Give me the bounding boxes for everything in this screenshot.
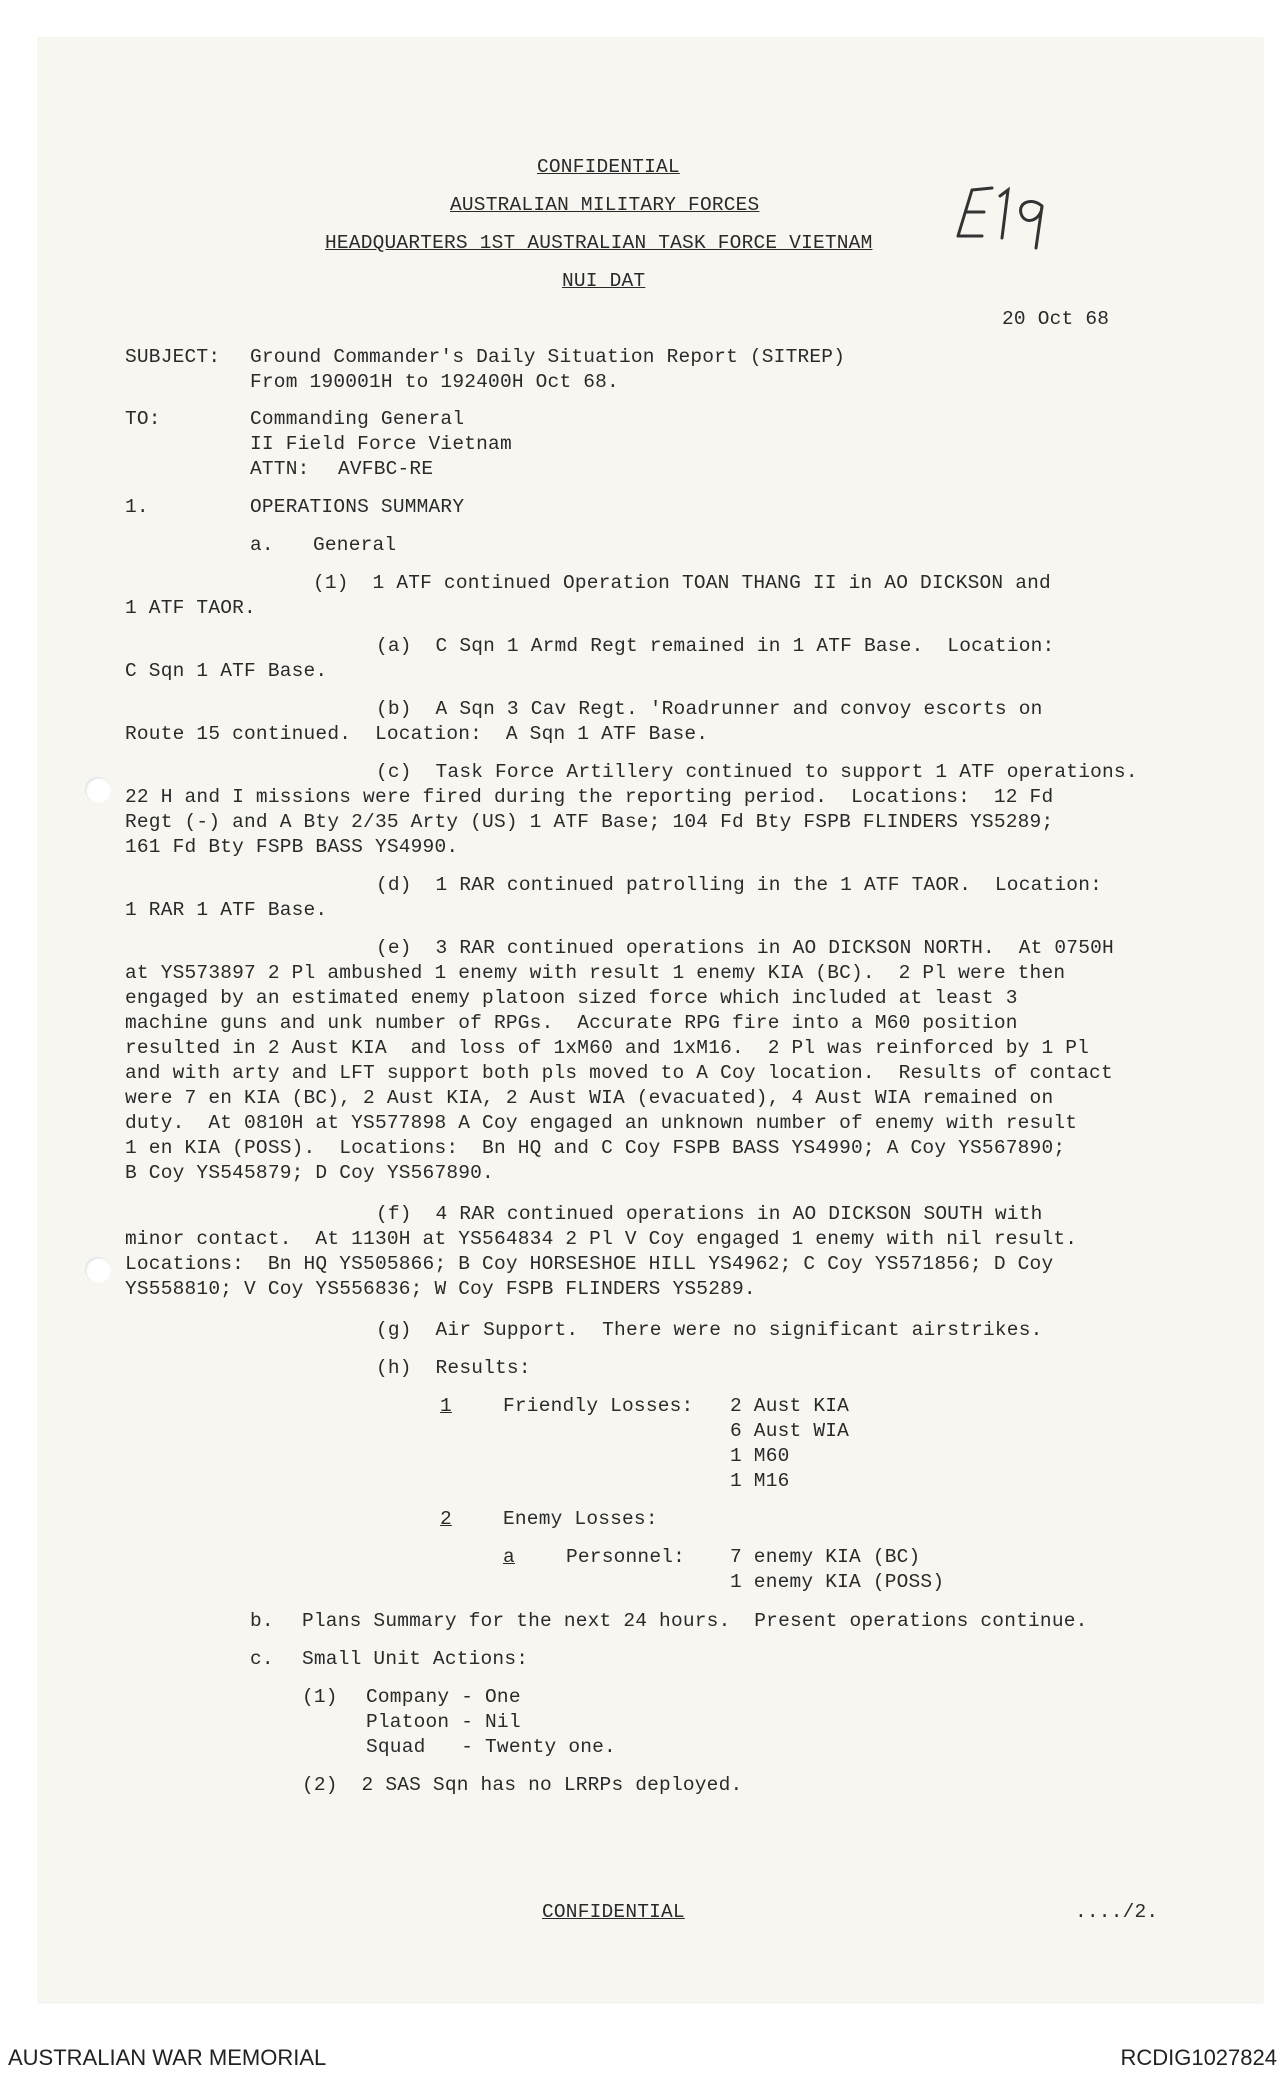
para-b-line: Route 15 continued. Location: A Sqn 1 ATF Base. (125, 723, 709, 745)
punch-hole (85, 777, 111, 803)
para-e-line: were 7 en KIA (BC), 2 Aust KIA, 2 Aust WIA (evacuated), 4 Aust WIA remained on (125, 1087, 1054, 1109)
subsection-b-number: b. (250, 1610, 274, 1632)
personnel-label: Personnel: (566, 1546, 686, 1568)
small-unit-actions-title: Small Unit Actions: (302, 1648, 529, 1670)
friendly-losses-label: Friendly Losses: (503, 1395, 694, 1417)
para-b-line: (b) A Sqn 3 Cav Regt. 'Roadrunner and convoy escorts on (376, 698, 1043, 720)
attn-label: ATTN: (250, 458, 310, 480)
para-e-line: machine guns and unk number of RPGs. Accurate RPG fire into a M60 position (125, 1012, 1018, 1034)
c2-line: (2) 2 SAS Sqn has no LRRPs deployed. (302, 1774, 743, 1796)
para-c-line: 22 H and I missions were fired during the reporting period. Locations: 12 Fd (125, 786, 1054, 808)
para-f-line: Locations: Bn HQ YS505866; B Coy HORSESHOE HILL YS4962; C Coy YS571856; D Coy (125, 1253, 1054, 1275)
c1-line: Platoon - Nil (366, 1711, 521, 1733)
to-line1: Commanding General (250, 408, 465, 430)
friendly-loss-item: 1 M60 (730, 1445, 790, 1467)
para-d-line: 1 RAR 1 ATF Base. (125, 899, 328, 921)
para-1-line: 1 ATF TAOR. (125, 597, 256, 619)
hq-title: HEADQUARTERS 1ST AUSTRALIAN TASK FORCE VIETNAM (325, 232, 873, 254)
plans-summary: Plans Summary for the next 24 hours. Present operations continue. (302, 1610, 1088, 1632)
continuation-marker: ..../2. (1075, 1901, 1159, 1923)
para-d-line: (d) 1 RAR continued patrolling in the 1 ATF TAOR. Location: (376, 874, 1103, 896)
results-1-number: 1 (440, 1395, 452, 1417)
para-h: (h) Results: (376, 1357, 531, 1379)
handwritten-reference (950, 178, 1070, 253)
friendly-loss-item: 6 Aust WIA (730, 1420, 850, 1442)
para-e-line: (e) 3 RAR continued operations in AO DICKSON NORTH. At 0750H (376, 937, 1114, 959)
subject-line1: Ground Commander's Daily Situation Report (SITREP) (250, 346, 846, 368)
subsection-c-number: c. (250, 1648, 274, 1670)
para-e-line: and with arty and LFT support both pls moved to A Coy location. Results of contact (125, 1062, 1113, 1084)
para-f-line: YS558810; V Coy YS556836; W Coy FSPB FLINDERS YS5289. (125, 1278, 756, 1300)
para-c-line: 161 Fd Bty FSPB BASS YS4990. (125, 836, 459, 858)
archive-name: AUSTRALIAN WAR MEMORIAL (8, 2045, 327, 2070)
para-1-line: (1) 1 ATF continued Operation TOAN THANG II in AO DICKSON and (313, 572, 1051, 594)
results-2a-number: a (503, 1546, 515, 1568)
enemy-loss-item: 1 enemy KIA (POSS) (730, 1571, 945, 1593)
section-title: OPERATIONS SUMMARY (250, 496, 465, 518)
friendly-loss-item: 2 Aust KIA (730, 1395, 850, 1417)
location-title: NUI DAT (562, 270, 646, 292)
para-g: (g) Air Support. There were no significant airstrikes. (376, 1319, 1043, 1341)
para-e-line: at YS573897 2 Pl ambushed 1 enemy with result 1 enemy KIA (BC). 2 Pl were then (125, 962, 1066, 984)
section-number: 1. (125, 496, 149, 518)
attn-value: AVFBC-RE (338, 458, 434, 480)
c1-line: Company - One (366, 1686, 521, 1708)
results-2-number: 2 (440, 1508, 452, 1530)
para-e-line: engaged by an estimated enemy platoon sized force which included at least 3 (125, 987, 1018, 1009)
para-c-line: Regt (-) and A Bty 2/35 Arty (US) 1 ATF Base; 104 Fd Bty FSPB FLINDERS YS5289; (125, 811, 1054, 833)
report-date: 20 Oct 68 (1002, 308, 1110, 330)
subsection-a-title: General (313, 534, 397, 556)
to-label: TO: (125, 408, 161, 430)
subject-line2: From 190001H to 192400H Oct 68. (250, 371, 619, 393)
subsection-a-number: a. (250, 534, 274, 556)
para-c-line: (c) Task Force Artillery continued to support 1 ATF operations. (376, 761, 1138, 783)
friendly-loss-item: 1 M16 (730, 1470, 790, 1492)
para-e-line: B Coy YS545879; D Coy YS567890. (125, 1162, 494, 1184)
punch-hole (85, 1257, 111, 1283)
classification-top: CONFIDENTIAL (537, 156, 680, 178)
enemy-loss-item: 7 enemy KIA (BC) (730, 1546, 921, 1568)
classification-bottom: CONFIDENTIAL (542, 1901, 685, 1923)
para-a-line: C Sqn 1 ATF Base. (125, 660, 328, 682)
para-f-line: (f) 4 RAR continued operations in AO DICKSON SOUTH with (376, 1203, 1043, 1225)
para-a-line: (a) C Sqn 1 Armd Regt remained in 1 ATF Base. Location: (376, 635, 1055, 657)
org-title: AUSTRALIAN MILITARY FORCES (450, 194, 760, 216)
para-f-line: minor contact. At 1130H at YS564834 2 Pl V Coy engaged 1 enemy with nil result. (125, 1228, 1078, 1250)
subject-label: SUBJECT: (125, 346, 221, 368)
enemy-losses-label: Enemy Losses: (503, 1508, 658, 1530)
para-e-line: 1 en KIA (POSS). Locations: Bn HQ and C Coy FSPB BASS YS4990; A Coy YS567890; (125, 1137, 1066, 1159)
c1-number: (1) (302, 1686, 338, 1708)
to-line2: II Field Force Vietnam (250, 433, 512, 455)
archive-id: RCDIG1027824 (1120, 2045, 1277, 2070)
c1-line: Squad - Twenty one. (366, 1736, 616, 1758)
para-e-line: duty. At 0810H at YS577898 A Coy engaged an unknown number of enemy with result (125, 1112, 1078, 1134)
para-e-line: resulted in 2 Aust KIA and loss of 1xM60 and 1xM16. 2 Pl was reinforced by 1 Pl (125, 1037, 1090, 1059)
